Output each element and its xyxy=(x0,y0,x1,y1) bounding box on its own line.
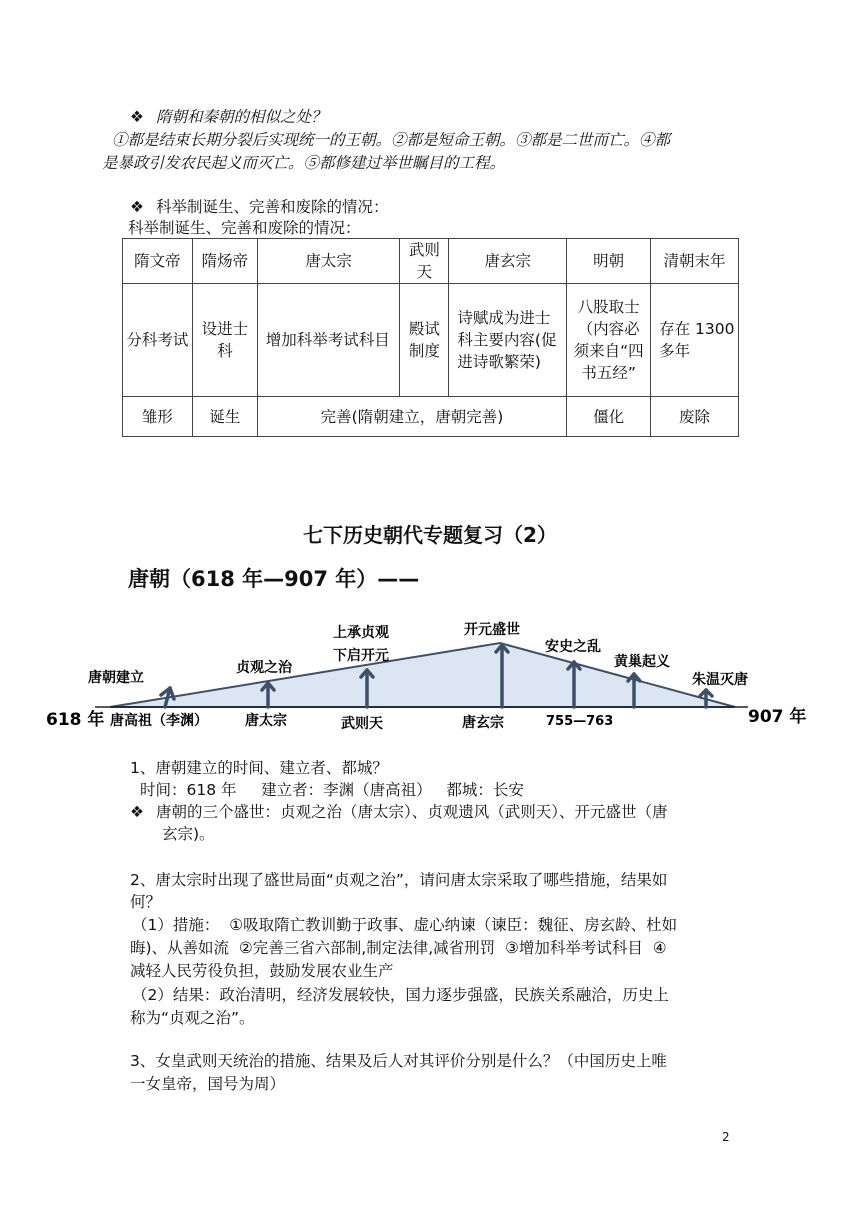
table-cell: 殿试制度 xyxy=(400,284,449,397)
note-three-golden-ages xyxy=(130,801,668,824)
event-label: 黄巢起义 xyxy=(614,654,670,670)
table-cell: 诗赋成为进士科主要内容(促进诗歌繁荣) xyxy=(449,284,567,397)
answer-line: 是暴政引发农民起义而灭亡。⑤都修建过举世瞩目的工程。 xyxy=(102,154,506,172)
table-cell: 增加科举考试科目 xyxy=(257,284,400,397)
table-row xyxy=(123,284,739,397)
table-cell: 分科考试 xyxy=(123,284,193,397)
table-cell: 隋文帝 xyxy=(123,239,193,284)
note-text: 唐朝的三个盛世：贞观之治（唐太宗）、贞观遗风（武则天）、开元盛世（唐 xyxy=(156,803,668,821)
table-cell: 隋炀帝 xyxy=(192,239,257,284)
table-cell: 清朝末年 xyxy=(651,239,739,284)
table-cell: 八股取士（内容必须来自“四书五经” xyxy=(567,284,651,397)
keju-heading xyxy=(130,196,389,219)
table-cell: 僵化 xyxy=(567,397,651,437)
question-2: 2、唐太宗时出现了盛世局面“贞观之治”，请问唐太宗采取了哪些措施，结果如 xyxy=(130,871,668,889)
table-cell: 设进士科 xyxy=(192,284,257,397)
table-cell: 唐太宗 xyxy=(257,239,400,284)
result-text: （2）结果：政治清明，经济发展较快，国力逐步强盛，民族关系融洽，历史上 xyxy=(132,986,669,1004)
ruler-label: 唐高祖（李渊） xyxy=(110,713,208,729)
tang-timeline-diagram xyxy=(0,610,860,735)
event-label: 安史之乱 xyxy=(545,639,601,655)
bullet-icon: ❖ xyxy=(130,803,144,821)
event-label: 贞观之治 xyxy=(236,660,292,676)
measures-text: （1）措施： ①吸取隋亡教训勤于政事、虚心纳谏（谏臣：魏征、房玄龄、杜如 xyxy=(132,916,678,934)
event-label: 下启开元 xyxy=(333,648,389,664)
event-label: 朱温灭唐 xyxy=(692,672,748,688)
table-cell: 完善(隋朝建立，唐朝完善) xyxy=(257,397,566,437)
page-number: 2 xyxy=(722,1130,730,1144)
timeline-mountain-shape xyxy=(110,643,735,707)
measures-text: 晦)、从善如流 ②完善三省六部制,制定法律,减省刑罚 ③增加科举考试科目 ④ xyxy=(130,939,667,957)
timeline-end-label: 907 年 xyxy=(748,707,807,727)
timeline-start-label: 618 年 xyxy=(46,710,105,730)
question-1: 1、唐朝建立的时间、建立者、都城？ xyxy=(130,759,388,777)
table-cell: 存在 1300 多年 xyxy=(651,284,739,397)
page-title: 七下历史朝代专题复习（2） xyxy=(303,523,557,547)
table-cell: 诞生 xyxy=(192,397,257,437)
ruler-label: 武则天 xyxy=(341,716,383,732)
table-cell: 明朝 xyxy=(567,239,651,284)
heading-text: 科举制诞生、完善和废除的情况： xyxy=(156,198,389,216)
ruler-label: 唐太宗 xyxy=(245,713,287,729)
table-cell: 雏形 xyxy=(123,397,193,437)
table-row xyxy=(123,397,739,437)
table-caption: 科举制诞生、完善和废除的情况： xyxy=(128,219,361,237)
bullet-icon: ❖ xyxy=(130,198,144,216)
answer-line: ①都是结束长期分裂后实现统一的王朝。②都是短命王朝。③都是二世而亡。④都 xyxy=(112,131,671,149)
table-cell: 废除 xyxy=(651,397,739,437)
question-3: 3、女皇武则天统治的措施、结果及后人对其评价分别是什么？（中国历史上唯 xyxy=(130,1052,667,1070)
result-text: 称为“贞观之治”。 xyxy=(130,1009,255,1027)
question-3: 一女皇帝，国号为周） xyxy=(130,1075,286,1093)
question-text: 隋朝和秦朝的相似之处？ xyxy=(156,108,327,126)
measures-text: 减轻人民劳役负担，鼓励发展农业生产 xyxy=(130,962,394,980)
keju-table xyxy=(122,238,739,437)
table-row xyxy=(123,239,739,284)
note-text: 玄宗)。 xyxy=(162,825,215,843)
answer-1: 时间：618 年 建立者：李渊（唐高祖） 都城：长安 xyxy=(140,781,524,799)
event-label: 上承贞观 xyxy=(333,625,389,641)
ruler-label: 唐玄宗 xyxy=(462,715,504,731)
table-cell: 武则天 xyxy=(400,239,449,284)
question-sui-qin xyxy=(130,106,327,129)
event-label: 开元盛世 xyxy=(464,622,520,638)
bullet-icon: ❖ xyxy=(130,108,144,126)
table-cell: 唐玄宗 xyxy=(449,239,567,284)
event-label: 唐朝建立 xyxy=(88,670,144,686)
tang-subtitle: 唐朝（618 年—907 年）—— xyxy=(128,567,420,591)
ruler-label: 755—763 xyxy=(546,714,614,729)
question-2: 何？ xyxy=(130,893,162,911)
